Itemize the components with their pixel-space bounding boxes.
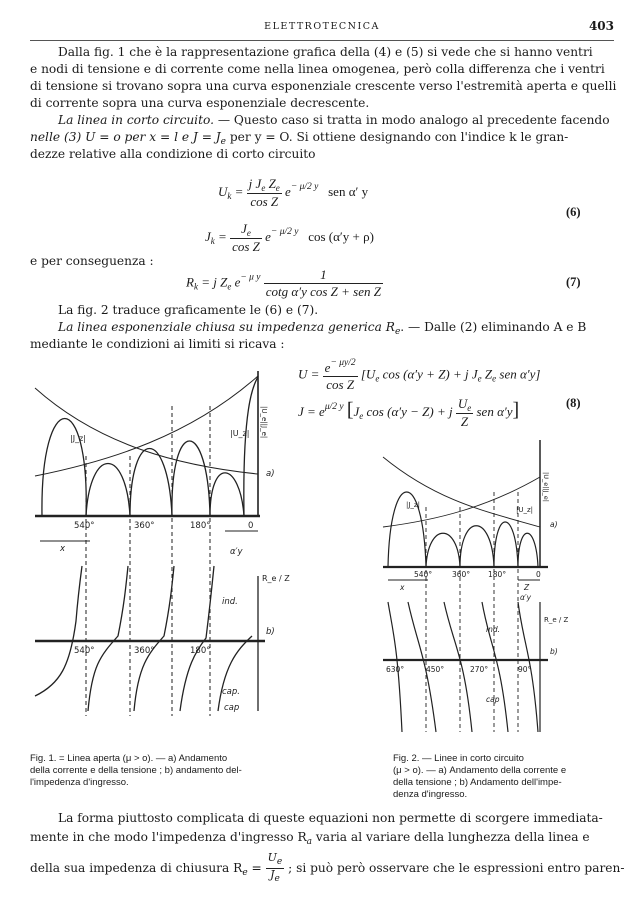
eq-u-b1: [U [360,366,376,382]
eq-jk-sub: k [210,235,215,246]
closing-line-2-sub: a [306,837,313,847]
eq-jk-frac [230,221,262,255]
equation-j: $J = e^{\mu/2 y}$ [$J_e$ cos (α′y − Z) + j $\frac{U_e}{Z}$ sen α′y] [298,396,520,429]
p1-line-2: e nodi di tensione e di corrente come nella linea omogenea, però colla differenza che i ventri [30,62,605,76]
eq-j-frac [456,396,473,430]
page-number: 403 [588,19,614,33]
p2-line-3-prefix: de [30,147,46,161]
eq-u-b3-sub: e [492,373,497,384]
fig1-label-uz: |U_z| [230,429,250,438]
eq-j-b2: cos (α′y − Z) + j [366,403,453,419]
fig2-j-arch-2 [460,526,494,567]
fig1-j-arch-3 [210,473,244,516]
consequence-text: e per conseguenza : [30,254,154,268]
p3-text: La fig. 2 traduce graficamente le (6) e (7). [58,303,319,317]
fig1-r-curve-1 [35,566,82,696]
fig2-caption-3: della tensione ; b) Andamento dell'impe- [393,777,562,788]
fig1-tick-540-b: 540° [74,646,95,656]
eq-rk-lhs: R [186,274,194,290]
fig1-u-arch-2 [172,441,210,516]
closing-line-1: La forma piuttosto complicata di queste equazioni non permette di scorgere immediata- [58,811,603,825]
eq-u-b3: Z [484,366,493,382]
eq-rk-num: 1 [264,267,383,284]
eq-u-den: cos Z [326,377,355,392]
fig2-tick-0: 0 [536,570,541,579]
fig2-r-curve-3 [444,602,472,732]
equation-u: U = $\frac{e^{- \mu y/2}}{\text{cos Z}}$ [$U_e$ cos (α′y + Z) + j $J_e$ $Z_e$ sen α′y] [298,358,541,392]
eq-jk-tail: cos (α′y + ρ) [308,228,374,244]
fig1-caption-3: l'impedenza d'ingresso. [30,777,129,788]
fig1-tick-180: 180° [190,521,211,531]
section-title-short-circuit: La linea in corto circuito. [58,113,214,127]
closing-re-num-sub: e [276,857,283,867]
fig1-j-arch-2 [130,449,172,517]
section-title-exponential: La linea esponenziale chiusa su impedenza generica R [58,320,395,334]
eq-u-b1-sub: e [375,373,380,384]
fig2-tick-540: 540° [414,570,433,579]
closing-re-frac [266,852,285,885]
closing-line-3-head: della sua impedenza di chiusura R [30,861,243,875]
equation-number-6: (6) [566,205,581,219]
fig2-caption-4: denza d'ingresso. [393,789,468,800]
p2-line-3 [30,146,315,164]
closing-re-num: U [267,851,277,864]
closing-line-2 [30,829,590,852]
fig1-growth-envelope [35,376,258,476]
eq-uk-num: j J [248,176,262,191]
p2-line-3-text: zze relative alla condizione di corto circuito [45,147,316,161]
p4-title-sub: e [394,327,401,337]
closing-re-den-sub: e [274,874,280,884]
fig2-label-uz: |U_z| [516,506,534,514]
p1-line-1: Dalla fig. 1 che è la rappresentazione grafica della (4) e (5) si vede che si hanno ventri [58,45,593,59]
eq-j-frac-num: U [457,396,468,411]
fig2-tick-270: 270° [470,665,489,674]
fig2-panel-b: b) [550,647,558,656]
eq-rk-sub: k [193,281,198,292]
p2-line-1-text: — Questo caso si tratta in modo analogo al precedente facendo [213,113,610,127]
fig2-r-label: R_e / Z [544,616,569,624]
fig1-r-label: R_e / Z [262,574,290,583]
fig1-r-curve-2 [88,566,128,711]
fig1-cap-label-2: cap [224,703,240,713]
eq-jk-num: J [241,221,247,236]
fig2-tick-360: 360° [452,570,471,579]
fig2-tick-630: 630° [386,665,405,674]
fig2-caption-1: Fig. 2. — Linee in corto circuito [393,753,524,764]
eq-uk-tail: sen α′ y [328,183,369,199]
fig1-tick-0: 0 [248,521,254,531]
eq-uk-lhs: U [218,183,228,199]
closing-line-3-rest: ; si può però osservare che le espressioni entro paren- [284,861,625,875]
fig1-panel-b: b) [266,627,275,637]
equation-number-7: (7) [566,275,581,289]
fig1-tick-180-b: 180° [190,646,211,656]
p4-line-2: mediante le condizioni ai limiti si ricava : [30,337,285,351]
equation-number-8: (8) [566,396,581,410]
eq-rk-den: cotg α′y cos Z + sen Z [265,284,381,299]
p2-line-2-head: nelle (3) U = o per x = l e J = J [30,130,221,144]
fig1-caption-1: Fig. 1. = Linea aperta (μ > o). — a) Andamento [30,753,228,764]
eq-rk-mid: = j Z [201,274,228,290]
fig2-j-arch-3 [518,533,538,567]
equation-uk: $U_k$ = $\frac{j J_e Z_e}{\text{cos Z}}$ $e^{- \mu/2 y}$ sen α′ y [218,176,369,209]
closing-re-den: J [270,868,275,881]
p2-line-1 [58,112,610,130]
closing-line-3-sub: e [242,868,248,878]
fig2-panel-a: a) [550,520,558,529]
eq-jk-exp: − μ/2 y [270,226,299,237]
p2-line-2-sub: e [220,137,226,147]
fig1-x-label: x [60,544,66,554]
closing-line-3: della sua impedenza di chiusura $R_e$ = $\frac{U_e}{J_e}$ ; si può però osservare che le espressioni entro paren- [30,851,625,884]
eq-u-exp: − μy/2 [330,358,356,368]
fig1-cap-label: cap. [222,687,240,697]
fig2-caption-2: (μ > o). — a) Andamento della corrente e [393,765,567,776]
fig2-z-label: Z [524,583,530,592]
eq-j-b1: J [353,403,360,419]
eq-jk-den: cos Z [232,239,260,254]
fig2-u-arch-1 [426,533,460,567]
fig1-yaxis-label: |U_e||J_e| [260,406,268,439]
eq-rk-exp: − μ y [240,272,261,283]
journal-title: ELETTROTECNICA [264,21,380,32]
fig1-r-curve-5 [218,636,252,711]
equation-jk: $J_k$ = $\frac{J_e}{\text{cos Z}}$ $e^{- \mu/2 y}$ cos (α′y + ρ) [205,221,374,254]
eq-j-tail: sen α′y [476,403,513,419]
fig2-tick-180: 180° [488,570,507,579]
fig2-tick-450: 450° [426,665,445,674]
closing-line-2-rest: varia al variare della lunghezza della linea e [312,830,590,844]
p2-line-2-rest: per y = O. Si ottiene designando con l'indice k le gran- [229,130,569,144]
fig1-ind-label: ind. [222,597,238,607]
eq-uk-num-z: Z [268,176,276,191]
fig2-x-label: x [400,583,405,592]
eq-j-frac-den: Z [460,414,469,429]
fig1-ay-label: α′y [230,547,243,557]
eq-j-exp: μ/2 y [324,401,344,412]
p4-rest: . — Dalle (2) eliminando A e B [400,320,587,334]
eq-u-lhs: U [298,366,308,382]
fig1-u-arch-3 [244,376,258,516]
eq-u-b4: sen α′y] [499,366,541,382]
fig1-r-curve-3 [134,566,174,711]
figure-1 [30,366,290,746]
eq-uk-num-sub: e [261,183,266,193]
eq-jk-num-sub: e [246,228,251,238]
eq-rk-frac [264,267,383,300]
fig1-tick-540: 540° [74,521,95,531]
fig1-label-jz: |J_z| [70,434,86,443]
fig2-yaxis-label: |U_e||J_e| [542,472,550,502]
eq-j-b1-sub: e [359,410,364,421]
fig1-u-arch-1 [86,464,130,517]
running-header [30,18,614,41]
closing-line-2-head: mente in che modo l'impedenza d'ingresso R [30,830,307,844]
fig2-cap-label: cap [486,695,500,704]
fig2-ay-label: α′y [520,593,532,602]
equation-rk: $R_k = j$ $Z_e$ $e^{- \mu y}$ $\frac{1}{\text{cotg α′y cos Z + sen Z}}$ [186,267,381,299]
eq-uk-frac [247,176,282,210]
fig1-caption-2: della corrente e della tensione ; b) andamento del- [30,765,242,776]
p1-line-4: di corrente sopra una curva esponenziale decrescente. [30,96,370,110]
fig2-tick-90: 90° [518,665,532,674]
fig2-u-arch-2 [494,522,518,567]
p1-line-3: di tensione si trovano sopra una curva esponenziale crescente verso l'estremità aperta e quelli [30,79,617,93]
eq-uk-den: cos Z [250,194,279,209]
figure-2 [378,432,616,750]
eq-uk-num-sub2: e [275,183,280,193]
eq-uk-exp: − μ/2 y [290,181,319,192]
eq-u-b2: cos (α′y + Z) + j J [382,366,478,382]
eq-j-lhs: J [298,403,304,419]
eq-rk-z-sub: e [227,281,232,292]
eq-u-b2-sub: e [477,373,482,384]
fig1-tick-360: 360° [134,521,155,531]
fig1-panel-a: a) [266,469,275,479]
eq-u-frac: $\frac{e^{- \mu y/2}}{\text{cos Z}}$ [324,358,356,392]
eq-uk-sub: k [227,190,232,201]
fig2-ind-label: ind. [486,625,500,634]
fig1-tick-360-b: 360° [134,646,155,656]
fig1-decay-envelope [35,388,258,474]
fig1-r-curve-4 [180,566,214,711]
eq-jk-lhs: J [205,228,211,244]
fig2-label-jz: |J_z| [406,501,420,509]
eq-j-frac-num-sub: e [467,403,472,413]
